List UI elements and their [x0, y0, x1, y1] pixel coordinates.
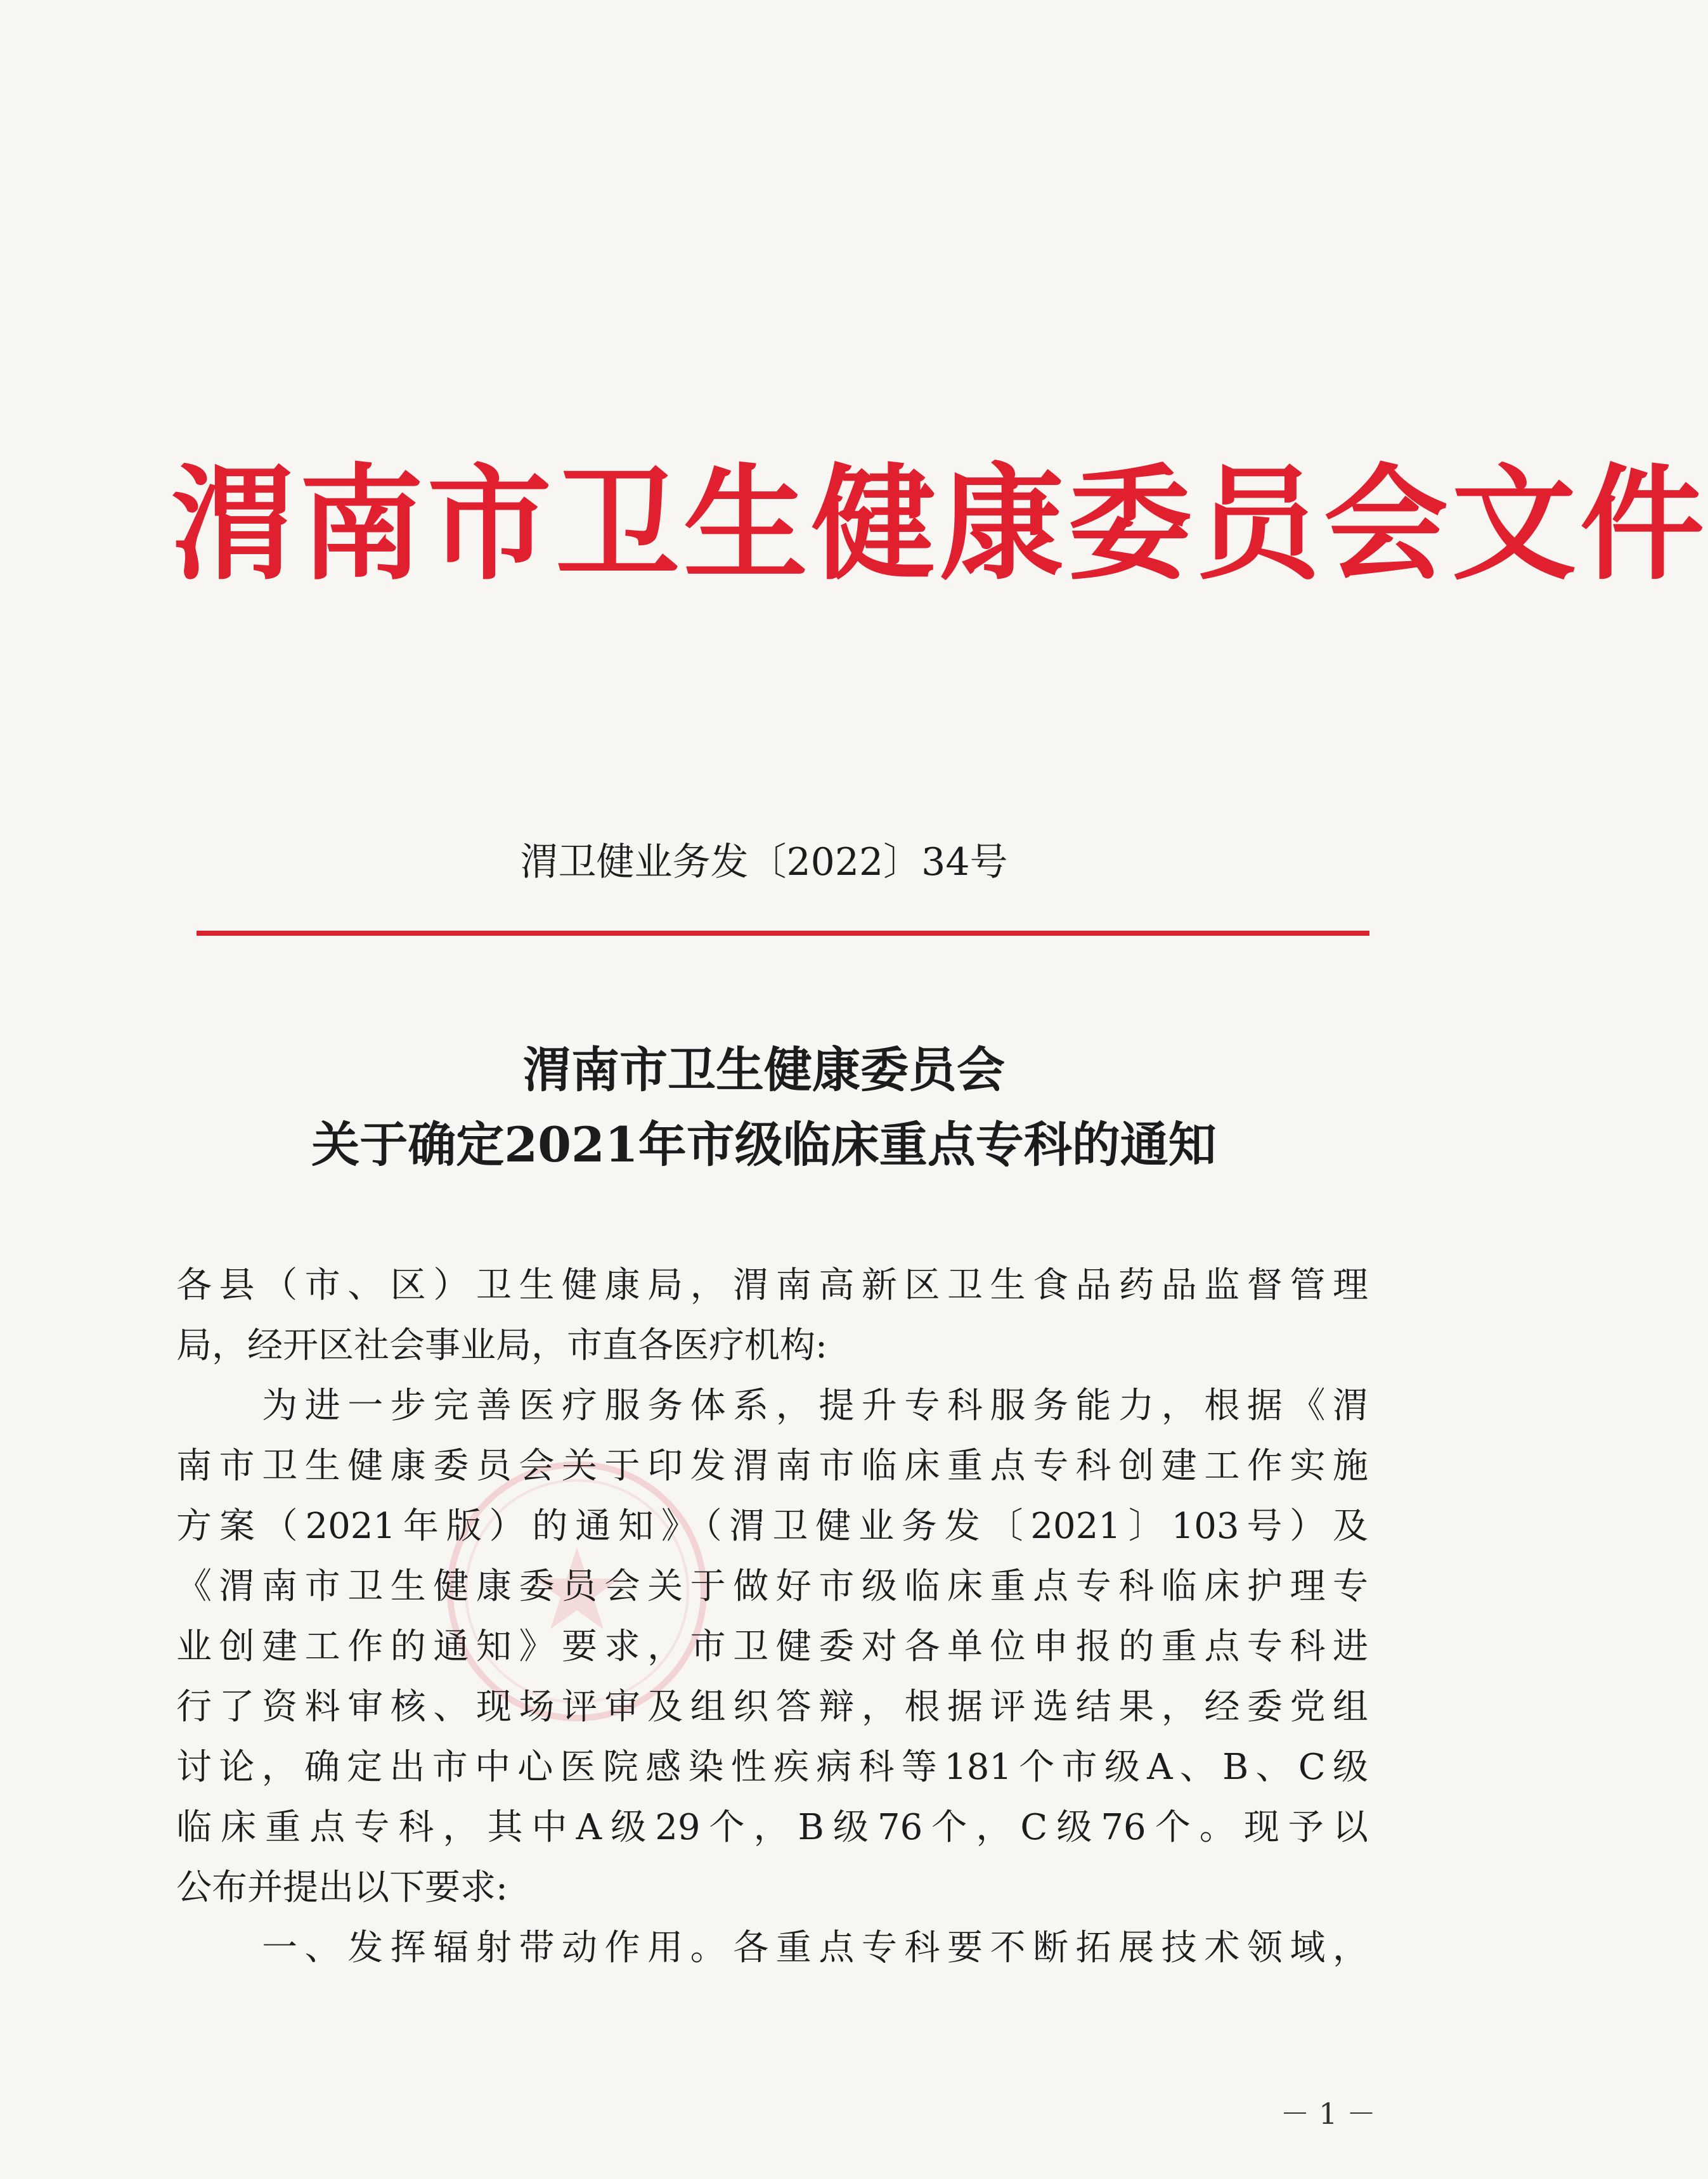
body-line: 临床重点专科，其中A级29个，B级76个，C级76个。现予以: [176, 1807, 1368, 1848]
body-line: 局，经开区社会事业局，市直各医疗机构:: [176, 1325, 827, 1366]
body-line: 行了资料审核、现场评审及组织答辩，根据评选结果，经委党组: [176, 1686, 1368, 1728]
body-line: 各县（市、区）卫生健康局，渭南高新区卫生食品药品监督管理: [176, 1265, 1368, 1306]
notice-title-line1: 渭南市卫生健康委员会: [523, 1042, 1005, 1098]
document-number: 渭卫健业务发〔2022〕34号: [520, 840, 1008, 884]
body-line: 方案（2021年版）的通知》（渭卫健业务发〔2021〕103号）及: [176, 1506, 1368, 1547]
notice-body: [176, 1255, 1368, 1978]
body-line: 公布并提出以下要求:: [176, 1867, 508, 1908]
body-line: 讨论，确定出市中心医院感染性疾病科等181个市级A、B、C级: [176, 1747, 1368, 1788]
body-line: 《渭南市卫生健康委员会关于做好市级临床重点专科临床护理专: [176, 1566, 1368, 1607]
page-number: － 1 －: [1280, 2097, 1376, 2131]
body-line: 为进一步完善医疗服务体系，提升专科服务能力，根据《渭: [176, 1385, 1368, 1426]
document-header-title: 渭南市卫生健康委员会文件: [171, 453, 1708, 597]
body-line: 南市卫生健康委员会关于印发渭南市临床重点专科创建工作实施: [176, 1445, 1368, 1487]
body-line: 业创建工作的通知》要求，市卫健委对各单位申报的重点专科进: [176, 1626, 1368, 1667]
red-divider-rule: [197, 931, 1369, 936]
notice-title-line2: 关于确定2021年市级临床重点专科的通知: [311, 1116, 1217, 1173]
body-line: 一、发挥辐射带动作用。各重点专科要不断拓展技术领域，: [176, 1927, 1368, 1969]
